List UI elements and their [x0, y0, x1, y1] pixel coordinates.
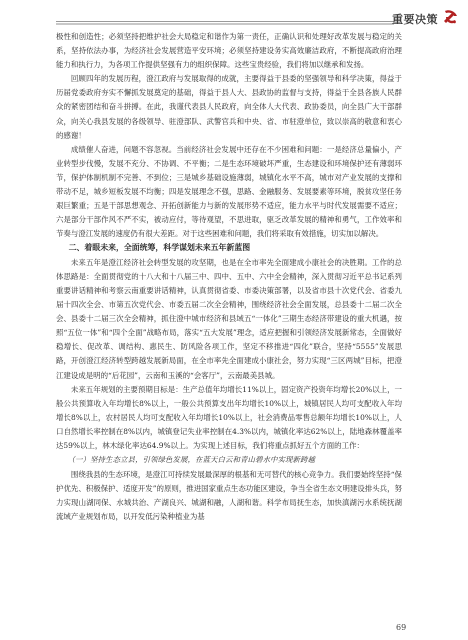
body-paragraph: 回顾四年的发展历程，澄江政府与发展取得的成就，主要得益于县委的坚强领导和科学决策，得益于历届党委政府夯实不懈抓发展奠定的基础，得益于县人大、县政协的监督与支持，得益于全县各族人民群众的紧密团结和奋斗拼搏。在此，我谨代表县人民政府，向全体人大代表、政协委员，向全县广大干部群众，向关心我县发展的各级领导、驻澄部队、武警官兵和中央、省、市驻澄单位，致以崇高的敬意和衷心的感谢！: [56, 74, 402, 140]
body-paragraph: 成绩催人奋进，问题不容忽视。当前经济社会发展中还存在不少困难和问题：一是经济总量偏小，产业转型步伐慢，发展不充分、不协调、不平衡；二是生态环境破坏严重，生态建设和环境保护还有薄弱环节，保护体制机制不完善、不到位；三是城乡基础设施薄弱，城镇化水平不高，城市对产业发展的支撑和带动不足，城乡短板发展不均衡；四是发展理念不强，思路、金融服务、发展要素等环境，脱贫攻坚任务艰巨繁重；五是干部思想观念、开拓创新能力与新的发展形势不适应，能力水平与时代发展需要不适应；六是部分干部作风不严不实，被动应付，等待观望，不思进取，驱乏改革发展的精神和勇气，工作效率和节奏与澄江发展的速度仍有很大差距。对于这些困难和问题，我们将采取有效措施，切实加以解决。: [56, 144, 402, 239]
body-paragraph: 未来五年规划的主要预期目标是：生产总值年均增长11%以上，固定资产投资年均增长20%以上，一般公共预算收入年均增长8%以上，一般公共预算支出年均增长10%以上，城镇居民人均可支配收入年均增长8%以上，农村居民人均可支配收入年均增长10%以上，社会消费品零售总额年均增长10%以上，人口自然增长率控制在8%以内，城镇登记失业率控制在4.3%以内，城镇化率达62%以上，陆地森林覆盖率达59%以上，林木绿化率达64.9%以上。为实现上述目标，我们将重点抓好五个方面的工作：: [56, 384, 402, 451]
section-heading: 二、着眼未来，全面统筹，科学谋划未来五年新蓝图: [68, 243, 251, 253]
party-emblem-icon: [440, 7, 460, 27]
body-paragraph: 未来五年是澄江经济社会转型发展的攻坚期，也是在全市率先全面建成小康社会的决胜期。工作的总体思路是：全面贯彻党的十八大和十八届三中、四中、五中、六中全会精神，深入贯彻习近平总书记系列重要讲话精神和考察云南重要讲话精神，认真贯彻省委、市委决策部署，以及省市县十次党代会、省委九届十四次全会、市第五次党代会、市委五届二次全会精神，围绕经济社会全面发展，总县委十二届二次全会、县委十二届三次全会精神，抓住澄中城市经济和县域五“一体化”三期生态经济带建设的重大机遇，按照“五位一体”和“四个全面”战略布局，落实“五大发展”理念，适应把握和引领经济发展新常态，全面做好稳增长、促改革、调结构、惠民生、防风险各项工作，坚定不移推进“四化”联合，坚持“5555”发展思路，开创澄江经济转型跨越发展新局面，在全市率先全面建成小康社会，努力实现“三区两城”目标，把澄江建设成是明的“后花园”，云南和玉溪的“会客厅”，云南最美县城。: [56, 257, 402, 380]
section-title: 重要决策: [392, 13, 438, 26]
page-number: 69: [396, 623, 407, 632]
header-rule-shadow: [56, 23, 394, 25]
page-header: [0, 0, 468, 34]
subsection-heading: （一）坚持生态立县，引领绿色发展，在蓝天白云和青山碧水中实现新跨越: [67, 455, 316, 465]
article-body: [56, 30, 402, 524]
body-paragraph: 极性和创造性；必须坚持把维护社会大局稳定和谐作为第一责任，正确认识和处理好改革发展与稳定的关系，坚持依法办事，为经济社会发展营造平安环境；必须坚持建设务实高效廉洁政府，不断提高政府治理能力和执行力，为各项工作提供坚强有力的组织保障。这些宝贵经验，我们将加以继承和发扬。: [56, 32, 402, 70]
header-rule: [56, 21, 394, 22]
body-paragraph: 围绕我县的生态环境，是澄江可持续发展最深厚的根基和无可替代的核心竞争力。我们要始终坚持“保护优先、积极保护、适度开发”的原则，推进国家重点生态功能区建设，争当全省生态文明建设排头兵，努力实现山湖同保、水城共治、产湖良兴、城湖和融，人湖和谐。科学布局抚生态，加快滇湖污水系统抚湖流域产业规划布局，以开发低污染种植业为基: [56, 469, 402, 521]
